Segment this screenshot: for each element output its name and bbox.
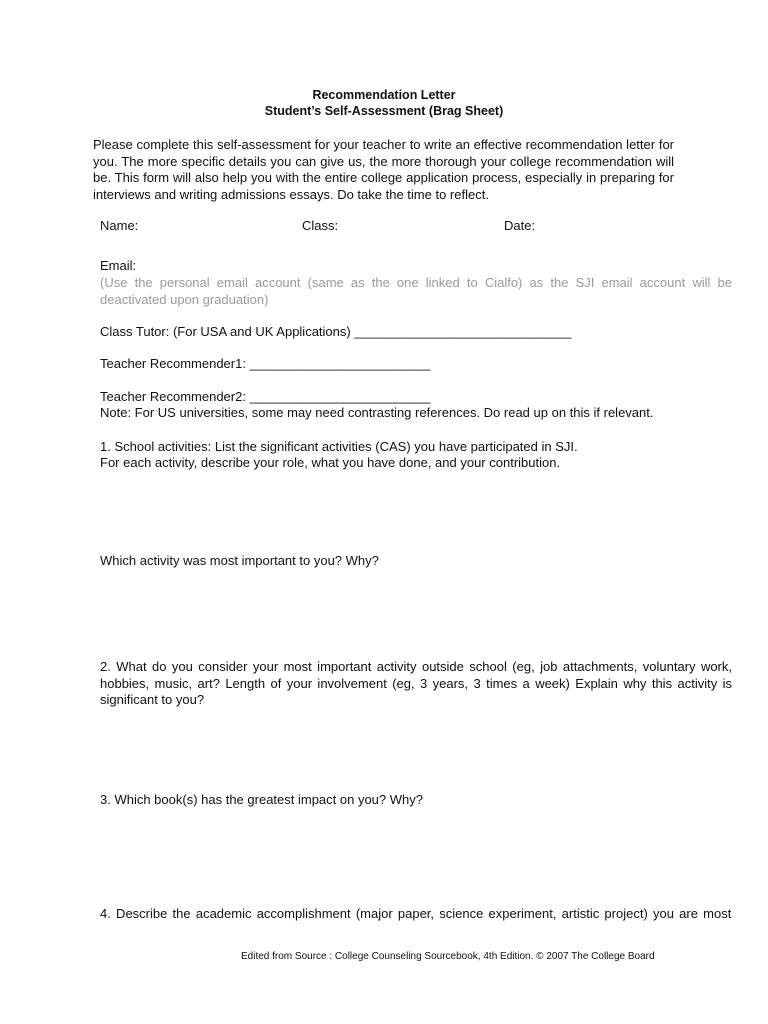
class-tutor-field: Class Tutor: (For USA and UK Applications) ______________________________	[100, 324, 572, 339]
teacher-recommender-1-field: Teacher Recommender1: _________________________	[100, 356, 431, 371]
question-1-detail: For each activity, describe your role, what you have done, and your contribution.	[100, 455, 561, 470]
email-hint: (Use the personal email account (same as the one linked to Cialfo) as the SJI email account will be deactivated upon graduation)	[100, 275, 732, 307]
question-1: 1. School activities: List the significant activities (CAS) you have participated in SJI.	[100, 439, 578, 454]
email-field-label: Email:	[100, 258, 137, 273]
document-subtitle: Student’s Self-Assessment (Brag Sheet)	[264, 104, 504, 118]
document-title: Recommendation Letter	[312, 88, 456, 102]
source-footer: Edited from Source : College Counseling Sourcebook, 4th Edition. © 2007 The College Board	[241, 951, 655, 962]
question-1-followup: Which activity was most important to you? Why?	[100, 553, 379, 568]
teacher-recommender-2-field: Teacher Recommender2: _________________________	[100, 389, 431, 404]
question-4: 4. Describe the academic accomplishment (major paper, science experiment, artistic project) you are most	[100, 906, 732, 921]
question-3: 3. Which book(s) has the greatest impact on you? Why?	[100, 792, 423, 807]
class-field-label: Class:	[302, 218, 339, 233]
name-field-label: Name:	[100, 218, 139, 233]
contrasting-references-note: Note: For US universities, some may need contrasting references. Do read up on this if relevant.	[100, 405, 654, 420]
question-2: 2. What do you consider your most important activity outside school (eg, job attachments, voluntary work, hobbies, music, art? Length of your involvement (eg, 3 years, 3 times a week) Explain why this activity is significant to you?	[100, 659, 732, 708]
date-field-label: Date:	[504, 218, 536, 233]
intro-paragraph: Please complete this self-assessment for your teacher to write an effective recommendation letter for you. The more specific details you can give us, the more thorough your college recommendation will be. This form will also help you with the entire college application process, especially in preparing for interviews and writing admissions essays. Do take the time to reflect.	[93, 137, 674, 202]
